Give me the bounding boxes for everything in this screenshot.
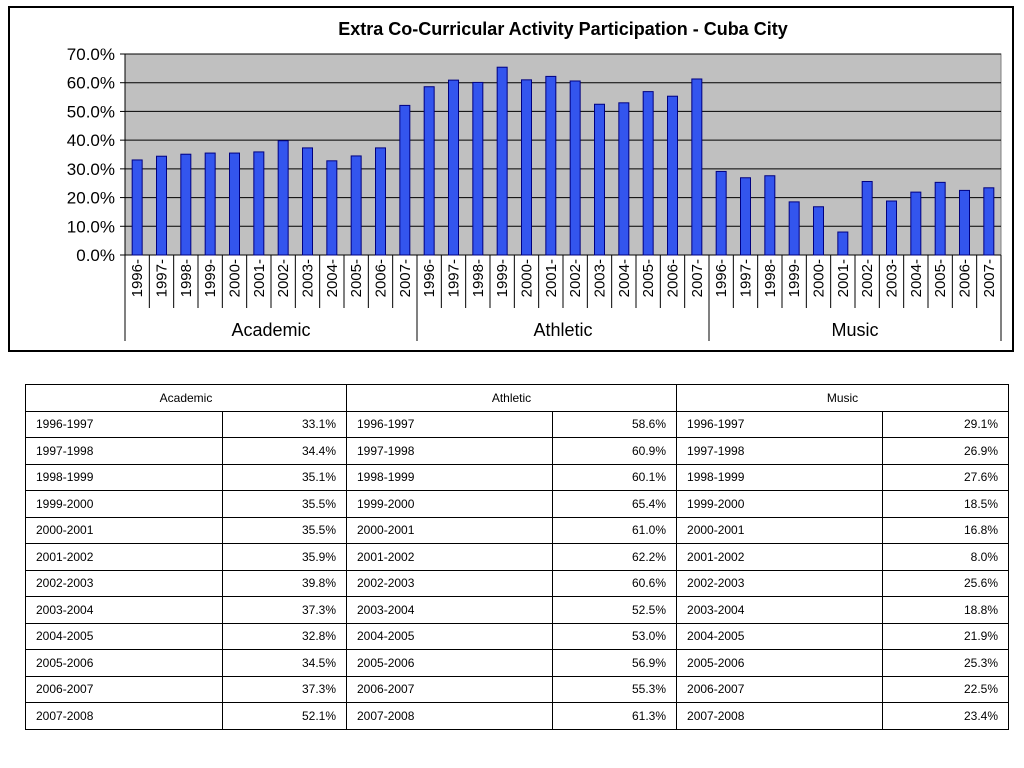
bar bbox=[181, 154, 191, 255]
table-cell-value: 27.6% bbox=[883, 464, 1009, 491]
table-cell-value: 37.3% bbox=[223, 597, 347, 624]
x-tick-label: 1997- bbox=[445, 259, 463, 298]
x-tick-label: 2003- bbox=[883, 259, 901, 298]
table-cell-period: 2001-2002 bbox=[677, 544, 883, 571]
x-tick-label: 2000- bbox=[518, 259, 536, 298]
x-tick-label: 1997- bbox=[153, 259, 171, 298]
table-row bbox=[26, 623, 1009, 650]
x-tick-label: 2002- bbox=[275, 259, 293, 298]
table-cell-period: 1999-2000 bbox=[677, 491, 883, 518]
table-cell-period: 2004-2005 bbox=[677, 623, 883, 650]
table-body bbox=[26, 411, 1009, 729]
table-cell-period: 2002-2003 bbox=[677, 570, 883, 597]
bar bbox=[376, 148, 386, 255]
table-cell-period: 2006-2007 bbox=[347, 676, 553, 703]
table-row bbox=[26, 464, 1009, 491]
bar bbox=[595, 104, 605, 255]
table-cell-value: 22.5% bbox=[883, 676, 1009, 703]
x-tick-label: 1996- bbox=[713, 259, 731, 298]
table-cell-value: 65.4% bbox=[553, 491, 677, 518]
table-cell-period: 2005-2006 bbox=[347, 650, 553, 677]
table-cell-value: 32.8% bbox=[223, 623, 347, 650]
table-cell-period: 1998-1999 bbox=[26, 464, 223, 491]
table-cell-value: 62.2% bbox=[553, 544, 677, 571]
table-row bbox=[26, 491, 1009, 518]
bar bbox=[935, 182, 945, 255]
y-tick-label: 70.0% bbox=[66, 45, 115, 64]
table-cell-value: 16.8% bbox=[883, 517, 1009, 544]
x-tick-label: 2005- bbox=[640, 259, 658, 298]
x-tick-label: 1998- bbox=[177, 259, 195, 298]
bar bbox=[911, 192, 921, 255]
table-cell-value: 60.6% bbox=[553, 570, 677, 597]
x-tick-label: 1999- bbox=[494, 258, 512, 298]
table-cell-value: 35.5% bbox=[223, 517, 347, 544]
table-header-academic: Academic bbox=[26, 385, 347, 412]
table-cell-value: 26.9% bbox=[883, 438, 1009, 465]
bar bbox=[789, 202, 799, 255]
x-tick-label: 2006- bbox=[664, 259, 682, 298]
x-tick-label: 2007- bbox=[396, 259, 414, 298]
table-cell-value: 8.0% bbox=[883, 544, 1009, 571]
bar bbox=[327, 161, 337, 255]
table-cell-period: 2007-2008 bbox=[26, 703, 223, 730]
x-tick-label: 1998- bbox=[469, 259, 487, 298]
bar bbox=[522, 80, 532, 255]
table-cell-period: 1998-1999 bbox=[347, 464, 553, 491]
table-cell-value: 34.4% bbox=[223, 438, 347, 465]
bar bbox=[887, 201, 897, 255]
bar bbox=[668, 96, 678, 255]
bar bbox=[473, 82, 483, 255]
table-header-music: Music bbox=[677, 385, 1009, 412]
table-cell-value: 35.1% bbox=[223, 464, 347, 491]
bar bbox=[157, 156, 167, 255]
x-tick-label: 2004- bbox=[615, 259, 633, 298]
table-cell-value: 61.3% bbox=[553, 703, 677, 730]
table-cell-period: 2000-2001 bbox=[26, 517, 223, 544]
group-label: Athletic bbox=[533, 320, 593, 340]
table-cell-period: 1996-1997 bbox=[347, 411, 553, 438]
table-cell-value: 33.1% bbox=[223, 411, 347, 438]
x-tick-label: 2007- bbox=[980, 259, 998, 298]
chart-title: Extra Co-Curricular Activity Participation - Cuba City bbox=[338, 19, 788, 39]
table-cell-value: 29.1% bbox=[883, 411, 1009, 438]
bar bbox=[449, 80, 459, 255]
bar bbox=[303, 148, 313, 255]
table-row bbox=[26, 438, 1009, 465]
table-cell-period: 1997-1998 bbox=[26, 438, 223, 465]
table-cell-value: 39.8% bbox=[223, 570, 347, 597]
table-cell-value: 25.3% bbox=[883, 650, 1009, 677]
table-cell-value: 35.5% bbox=[223, 491, 347, 518]
x-tick-label: 1997- bbox=[737, 259, 755, 298]
table-cell-value: 23.4% bbox=[883, 703, 1009, 730]
chart-frame bbox=[8, 6, 1014, 352]
table-cell-period: 2006-2007 bbox=[26, 676, 223, 703]
x-tick-label: 2001- bbox=[834, 259, 852, 298]
x-tick-label: 1996- bbox=[129, 259, 147, 298]
group-label: Academic bbox=[231, 320, 311, 340]
table-cell-period: 2003-2004 bbox=[347, 597, 553, 624]
table-cell-period: 2003-2004 bbox=[26, 597, 223, 624]
bar bbox=[400, 105, 410, 255]
bar bbox=[814, 207, 824, 255]
bar-chart bbox=[10, 8, 1012, 350]
table-cell-period: 2000-2001 bbox=[677, 517, 883, 544]
table-cell-period: 2006-2007 bbox=[677, 676, 883, 703]
bar bbox=[741, 178, 751, 255]
bar bbox=[570, 81, 580, 255]
x-tick-label: 1998- bbox=[761, 259, 779, 298]
x-tick-label: 2005- bbox=[932, 259, 950, 298]
table-row bbox=[26, 703, 1009, 730]
table-cell-period: 2000-2001 bbox=[347, 517, 553, 544]
table-row bbox=[26, 676, 1009, 703]
x-tick-label: 2004- bbox=[907, 259, 925, 298]
x-tick-label: 2003- bbox=[591, 259, 609, 298]
y-tick-label: 30.0% bbox=[66, 159, 115, 179]
y-tick-label: 40.0% bbox=[66, 131, 115, 151]
y-tick-label: 0.0% bbox=[76, 246, 115, 265]
table-cell-period: 1996-1997 bbox=[26, 411, 223, 438]
x-tick-label: 2006- bbox=[956, 259, 974, 298]
x-tick-label: 2005- bbox=[348, 259, 366, 298]
table-cell-value: 35.9% bbox=[223, 544, 347, 571]
table-cell-value: 58.6% bbox=[553, 411, 677, 438]
x-tick-label: 2000- bbox=[226, 259, 244, 298]
table-cell-value: 37.3% bbox=[223, 676, 347, 703]
bar bbox=[984, 188, 994, 255]
table-cell-value: 18.5% bbox=[883, 491, 1009, 518]
bar bbox=[424, 87, 434, 255]
bar bbox=[497, 67, 507, 255]
bar bbox=[692, 79, 702, 255]
table-header-athletic: Athletic bbox=[347, 385, 677, 412]
table-cell-value: 60.9% bbox=[553, 438, 677, 465]
bar bbox=[765, 176, 775, 255]
table-cell-period: 2007-2008 bbox=[347, 703, 553, 730]
table-cell-period: 2004-2005 bbox=[347, 623, 553, 650]
x-tick-label: 2004- bbox=[323, 259, 341, 298]
table-row bbox=[26, 650, 1009, 677]
x-tick-label: 2001- bbox=[250, 259, 268, 298]
table-cell-period: 2003-2004 bbox=[677, 597, 883, 624]
table-cell-value: 60.1% bbox=[553, 464, 677, 491]
x-tick-label: 2006- bbox=[372, 259, 390, 298]
x-tick-label: 1999- bbox=[786, 259, 804, 298]
table-cell-period: 2005-2006 bbox=[677, 650, 883, 677]
bar bbox=[132, 160, 142, 255]
table-cell-value: 53.0% bbox=[553, 623, 677, 650]
table-cell-period: 1998-1999 bbox=[677, 464, 883, 491]
y-tick-label: 20.0% bbox=[66, 188, 115, 208]
table-row bbox=[26, 597, 1009, 624]
table-cell-period: 1996-1997 bbox=[677, 411, 883, 438]
table-cell-period: 1999-2000 bbox=[26, 491, 223, 518]
x-tick-label: 2000- bbox=[810, 259, 828, 298]
table-cell-period: 2004-2005 bbox=[26, 623, 223, 650]
y-tick-label: 60.0% bbox=[66, 73, 115, 93]
table-cell-period: 2002-2003 bbox=[347, 570, 553, 597]
x-tick-label: 1999- bbox=[202, 259, 220, 298]
table-cell-value: 21.9% bbox=[883, 623, 1009, 650]
table-cell-period: 2001-2002 bbox=[347, 544, 553, 571]
x-tick-label: 2003- bbox=[299, 259, 317, 298]
x-tick-label: 1996- bbox=[421, 259, 439, 298]
bar bbox=[960, 190, 970, 255]
table-cell-value: 18.8% bbox=[883, 597, 1009, 624]
table-row bbox=[26, 544, 1009, 571]
table-cell-value: 52.1% bbox=[223, 703, 347, 730]
table-cell-value: 25.6% bbox=[883, 570, 1009, 597]
table-cell-period: 1997-1998 bbox=[677, 438, 883, 465]
bar bbox=[546, 76, 556, 255]
table-cell-period: 1997-1998 bbox=[347, 438, 553, 465]
x-tick-label: 2007- bbox=[688, 259, 706, 298]
table-row bbox=[26, 411, 1009, 438]
x-tick-label: 2002- bbox=[567, 259, 585, 298]
table-cell-period: 2001-2002 bbox=[26, 544, 223, 571]
table-row bbox=[26, 517, 1009, 544]
bar bbox=[643, 92, 653, 255]
table-cell-value: 34.5% bbox=[223, 650, 347, 677]
table-cell-period: 1999-2000 bbox=[347, 491, 553, 518]
table-row bbox=[26, 570, 1009, 597]
bar bbox=[862, 181, 872, 255]
table-header-row bbox=[26, 385, 1009, 412]
table-cell-period: 2002-2003 bbox=[26, 570, 223, 597]
table-cell-value: 55.3% bbox=[553, 676, 677, 703]
bar bbox=[838, 232, 848, 255]
table-cell-period: 2005-2006 bbox=[26, 650, 223, 677]
bar bbox=[230, 153, 240, 255]
table-cell-value: 52.5% bbox=[553, 597, 677, 624]
bar bbox=[254, 152, 264, 255]
x-tick-label: 2002- bbox=[859, 259, 877, 298]
x-tick-label: 2001- bbox=[542, 259, 560, 298]
bar bbox=[351, 156, 361, 255]
bar bbox=[619, 103, 629, 255]
data-table bbox=[25, 384, 1009, 730]
y-tick-label: 10.0% bbox=[66, 217, 115, 237]
group-label: Music bbox=[831, 320, 879, 340]
table-cell-period: 2007-2008 bbox=[677, 703, 883, 730]
bar bbox=[716, 171, 726, 255]
table-cell-value: 61.0% bbox=[553, 517, 677, 544]
y-tick-label: 50.0% bbox=[66, 102, 115, 122]
table-cell-value: 56.9% bbox=[553, 650, 677, 677]
bar bbox=[278, 141, 288, 255]
bar bbox=[205, 153, 215, 255]
